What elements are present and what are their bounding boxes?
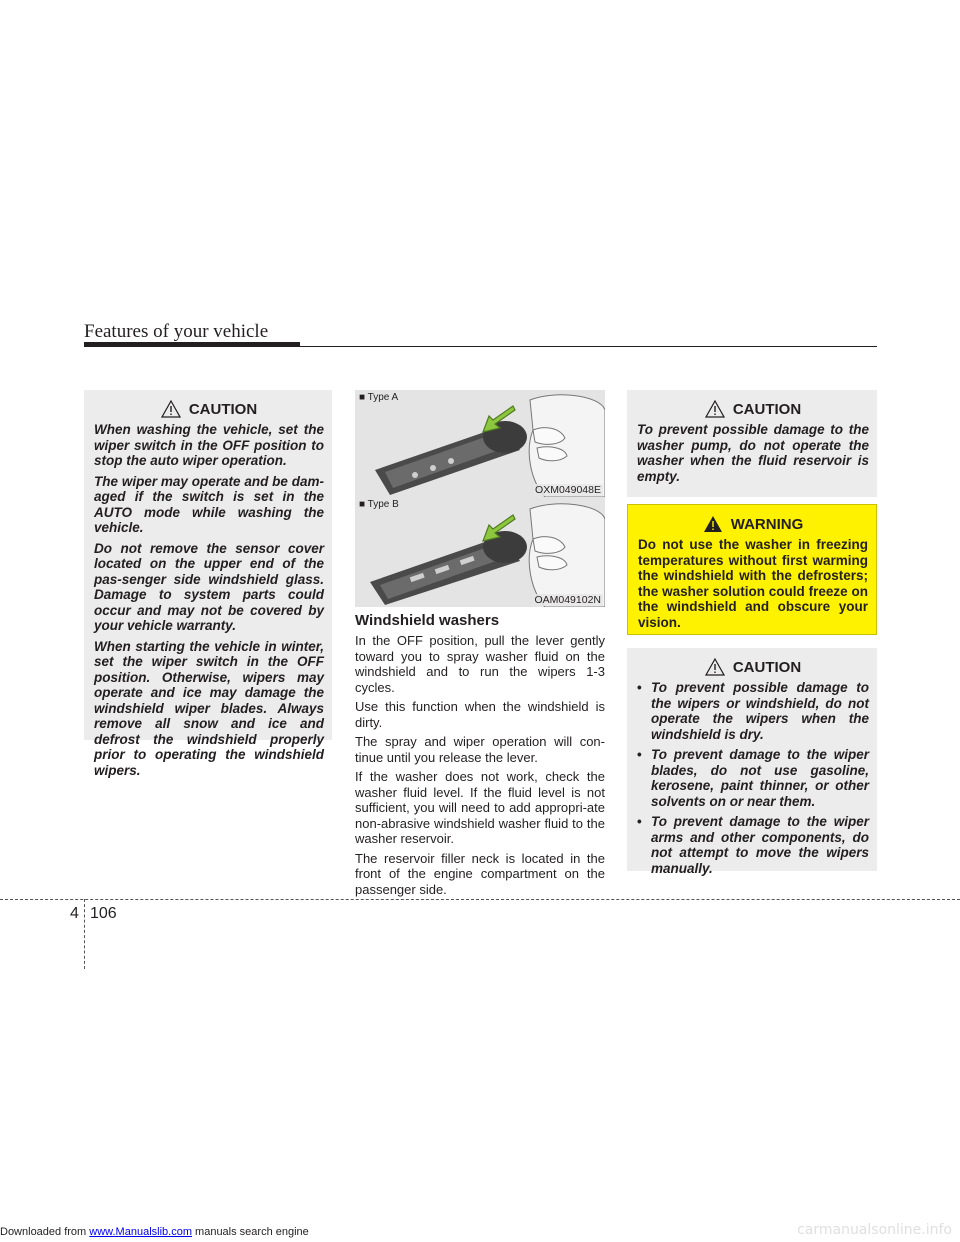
section-heading: Windshield washers [355, 612, 500, 629]
page-divider [0, 899, 960, 900]
section-body [355, 633, 605, 901]
footer-prefix: Downloaded from [0, 1226, 90, 1238]
warning-box [627, 504, 877, 635]
caution-box-right-top [627, 390, 877, 497]
list-item [637, 814, 869, 876]
body-paragraph: The spray and wiper operation will con-tinue until you release the lever. [355, 734, 605, 765]
header-rule-thick [84, 342, 300, 347]
caution-box-left [84, 390, 332, 778]
section-number: 4 [70, 905, 79, 922]
list-item-text: To prevent damage to the wiper blades, do not use gasoline, kerosene, paint thinner, or other solvents on or near them. [651, 747, 869, 809]
figure-code: OXM049048E [535, 484, 601, 496]
body-paragraph: If the washer does not work, check the washer fluid level. If the fluid level is not sufficient, you will need to add appropri-ate non-abrasive windshield washer fluid to the washer reservoir. [355, 769, 605, 846]
caution-icon [705, 658, 725, 676]
warning-title [638, 515, 868, 533]
caution-title [637, 658, 869, 676]
caution-paragraph: When washing the vehicle, set the wiper switch in the OFF position to stop the auto wiper operation. [94, 422, 324, 468]
caution-icon [705, 400, 725, 418]
wiper-lever-illustration [355, 497, 605, 607]
caution-paragraph: Do not remove the sensor cover located on the upper end of the pas-senger side windshield glass. Damage to system parts could occur and may not be covered by your vehicle warranty. [94, 540, 324, 633]
page-number: 106 [90, 905, 117, 922]
body-paragraph: The reservoir filler neck is located in the front of the engine compartment on the passenger side. [355, 850, 605, 897]
list-item-text: To prevent possible damage to the wipers or windshield, do not operate the wipers when the windshield is dry. [651, 680, 869, 742]
list-item [637, 747, 869, 809]
warning-paragraph: Do not use the washer in freezing temperatures without first warming the windshield with the defrosters; the washer solution could freeze on the windshield and obscure your vision. [638, 537, 868, 630]
figure-code: OAM049102N [534, 594, 601, 606]
bullet: • [637, 814, 642, 829]
warning-title-text: WARNING [730, 515, 804, 533]
caution-title [637, 400, 869, 418]
list-item-text: To prevent damage to the wiper arms and other components, do not attempt to move the wipers manually. [651, 814, 869, 876]
caution-paragraph: The wiper may operate and be dam-aged if the switch is set in the AUTO mode while washing the vehicle. [94, 473, 324, 535]
footer-link[interactable]: www.Manualslib.com [89, 1226, 192, 1238]
figure-type-b [355, 497, 605, 607]
figure-type-a [355, 390, 605, 497]
figure-type-label: ■ Type A [359, 392, 399, 403]
page-divider-vertical [84, 899, 85, 969]
footer-watermark: carmanualsonline.info [797, 1222, 952, 1238]
caution-paragraph: When starting the vehicle in winter, set the wiper switch in the OFF position. Otherwise, wipers may operate and ice may damage the windshield wiper blades. Always remove all snow and ice and defrost the windshield properly prior to operating the windshield wipers. [94, 638, 324, 778]
caution-icon [161, 400, 181, 418]
bullet: • [637, 747, 642, 762]
caution-title-text: CAUTION [188, 400, 258, 418]
footer-suffix: manuals search engine [191, 1226, 309, 1238]
list-item [637, 680, 869, 742]
bullet: • [637, 680, 642, 695]
footer-source [0, 1226, 309, 1238]
caution-list [637, 680, 869, 876]
page-header-title: Features of your vehicle [84, 321, 269, 342]
caution-title [94, 400, 324, 418]
body-paragraph: In the OFF position, pull the lever gently toward you to spray washer fluid on the windshield and to run the wipers 1-3 cycles. [355, 633, 605, 695]
caution-title-text: CAUTION [732, 658, 802, 676]
body-paragraph: Use this function when the windshield is dirty. [355, 699, 605, 730]
caution-title-text: CAUTION [732, 400, 802, 418]
warning-icon [703, 515, 723, 533]
wiper-lever-illustration [355, 390, 605, 497]
header-rule-thin [300, 346, 877, 347]
figure-type-label: ■ Type B [359, 499, 399, 510]
caution-box-right-bottom [627, 648, 877, 876]
caution-paragraph: To prevent possible damage to the washer pump, do not operate the washer when the fluid reservoir is empty. [637, 422, 869, 484]
